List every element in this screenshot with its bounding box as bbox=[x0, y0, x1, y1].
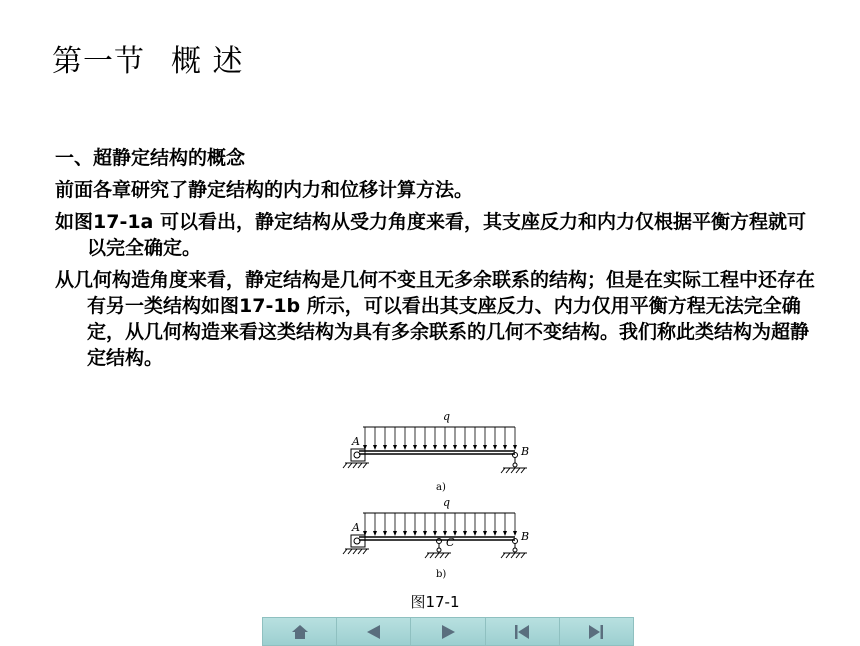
slide-navigation-bar bbox=[262, 617, 634, 646]
page-title bbox=[52, 36, 244, 80]
beam-figure bbox=[335, 405, 535, 585]
next-button[interactable] bbox=[411, 618, 485, 645]
last-button[interactable] bbox=[560, 618, 633, 645]
load-arrowhead bbox=[463, 445, 467, 450]
title-section-number: 第一节 bbox=[52, 44, 145, 79]
pin-support-a-b bbox=[343, 535, 369, 554]
pin-support-a bbox=[343, 449, 369, 468]
load-arrowhead bbox=[373, 445, 377, 450]
label-A-a: A bbox=[352, 435, 360, 448]
sub-label-b: b) bbox=[436, 569, 447, 580]
load-arrowhead bbox=[493, 531, 497, 536]
load-arrowhead bbox=[463, 531, 467, 536]
load-arrowhead bbox=[383, 445, 387, 450]
paragraph: 前面各章研究了静定结构的内力和位移计算方法。 bbox=[55, 179, 474, 201]
section-heading: 一、超静定结构的概念 bbox=[55, 147, 246, 169]
paragraph: 如图17-1a 可以看出，静定结构从受力角度来看，其支座反力和内力仅根据平衡方程就可以完全确定。 bbox=[55, 211, 806, 259]
title-section-name: 概 述 bbox=[171, 44, 244, 79]
skip-first-icon bbox=[511, 623, 533, 641]
distributed-load-arrows-a bbox=[363, 427, 517, 450]
distributed-load-arrows-b bbox=[363, 513, 517, 536]
load-label-b: q bbox=[443, 496, 451, 509]
load-arrowhead bbox=[453, 445, 457, 450]
load-arrowhead bbox=[493, 445, 497, 450]
label-C-b: C bbox=[446, 536, 455, 549]
home-button[interactable] bbox=[263, 618, 337, 645]
load-arrowhead bbox=[433, 531, 437, 536]
load-arrowhead bbox=[443, 445, 447, 450]
load-arrowhead bbox=[473, 445, 477, 450]
label-A-b: A bbox=[352, 521, 360, 534]
figure-caption: 图17-1 bbox=[410, 593, 460, 611]
load-arrowhead bbox=[423, 531, 427, 536]
first-button[interactable] bbox=[486, 618, 560, 645]
load-arrowhead bbox=[513, 445, 517, 450]
home-icon bbox=[289, 623, 311, 641]
load-arrowhead bbox=[383, 531, 387, 536]
skip-last-icon bbox=[585, 623, 607, 641]
load-arrowhead bbox=[413, 531, 417, 536]
load-arrowhead bbox=[393, 445, 397, 450]
load-arrowhead bbox=[373, 531, 377, 536]
load-arrowhead bbox=[473, 531, 477, 536]
load-arrowhead bbox=[503, 531, 507, 536]
label-B-b: B bbox=[521, 530, 530, 543]
triangle-left-icon bbox=[363, 623, 385, 641]
load-arrowhead bbox=[513, 531, 517, 536]
triangle-right-icon bbox=[437, 623, 459, 641]
load-arrowhead bbox=[403, 445, 407, 450]
sub-label-a: a) bbox=[436, 482, 446, 493]
load-arrowhead bbox=[413, 445, 417, 450]
load-arrowhead bbox=[483, 531, 487, 536]
load-arrowhead bbox=[403, 531, 407, 536]
load-label-a: q bbox=[443, 410, 451, 423]
load-arrowhead bbox=[393, 531, 397, 536]
paragraph: 从几何构造角度来看，静定结构是几何不变且无多余联系的结构；但是在实际工程中还存在有另一类结构如图17-1b 所示，可以看出其支座反力、内力仅用平衡方程无法完全确定，从几何构造来看这类结构为具有多余联系的几何不变结构。我们称此类结构为超静定结构。 bbox=[55, 269, 816, 369]
label-B-a: B bbox=[521, 445, 530, 458]
load-arrowhead bbox=[433, 445, 437, 450]
load-arrowhead bbox=[423, 445, 427, 450]
load-arrowhead bbox=[503, 445, 507, 450]
load-arrowhead bbox=[483, 445, 487, 450]
slide-content bbox=[55, 145, 815, 377]
beam-diagram bbox=[335, 405, 535, 585]
previous-button[interactable] bbox=[337, 618, 411, 645]
